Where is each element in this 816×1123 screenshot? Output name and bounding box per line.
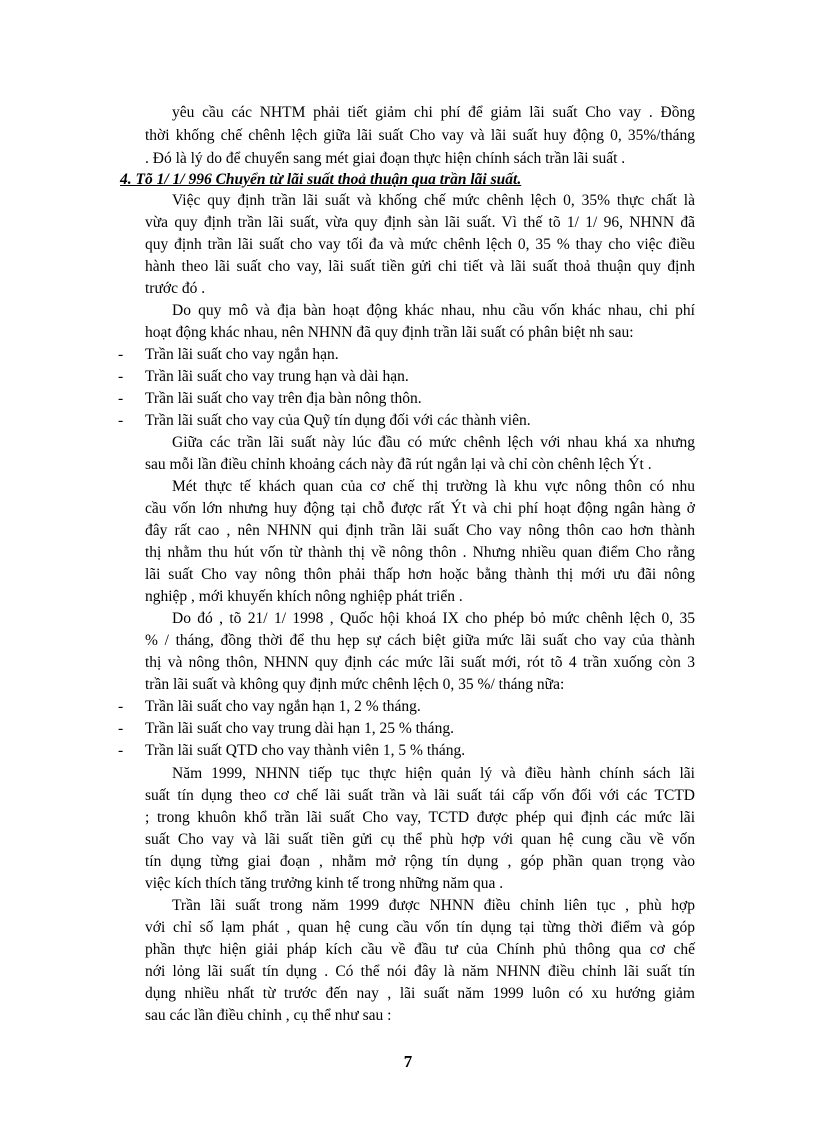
text-line: % / tháng, đồng thời để thu hẹp sự cách biệt giữa mức lãi suất cho vay của thành	[145, 632, 695, 649]
text-line: Do đó , tõ 21/ 1/ 1998 , Quốc hội khoá IX cho phép bỏ mức chênh lệch 0, 35	[172, 610, 695, 627]
text-line: sau mỗi lần điều chỉnh khoảng cách này đã rút ngắn lại và chỉ còn chênh lệch Ýt .	[145, 456, 652, 473]
text-line: nghiệp , mới khuyến khích nông nghiệp phát triển .	[145, 588, 463, 605]
text-line: nới lỏng lãi suất tín dụng . Có thể nói đây là năm NHNN điều chỉnh lãi suất tín	[145, 963, 695, 980]
text-line: vừa quy định trần lãi suất, vừa quy định sàn lãi suất. Vì thế tõ 1/ 1/ 96, NHNN đã	[145, 214, 695, 231]
text-line: yêu cầu các NHTM phải tiết giảm chi phí để giảm lãi suất Cho vay . Đồng	[172, 104, 695, 121]
page-number: 7	[403, 1052, 413, 1071]
text-line: Do quy mô và địa bàn hoạt động khác nhau, nhu cầu vốn khác nhau, chi phí	[172, 302, 695, 319]
text-line: Việc quy định trần lãi suất và khống chế mức chênh lệch 0, 35% thực chất là	[172, 192, 695, 209]
list-item: Trần lãi suất cho vay của Quỹ tín dụng đối với các thành viên.	[145, 412, 531, 429]
list-item: Trần lãi suất cho vay trung dài hạn 1, 25 % tháng.	[145, 720, 454, 737]
text-line: Giữa các trần lãi suất này lúc đầu có mức chênh lệch với nhau khá xa nhưng	[172, 434, 695, 451]
bullet-dash: -	[118, 412, 124, 429]
bullet-dash: -	[118, 720, 124, 737]
text-line: suất Cho vay và lãi suất tiền gửi cụ thể phù hợp với quan hệ cung cầu về vốn	[145, 831, 695, 848]
bullet-dash: -	[118, 368, 124, 385]
bullet-dash: -	[118, 742, 124, 759]
bullet-dash: -	[118, 698, 124, 715]
text-line: với chỉ số lạm phát , quan hệ cung cầu vốn tín dụng tại từng thời điểm và góp	[145, 919, 695, 936]
text-line: thị và nông thôn, NHNN quy định các mức lãi suất mới, rót tõ 4 trần xuống còn 3	[145, 654, 695, 671]
text-line: cầu vốn lớn nhưng huy động tại chỗ được rất Ýt và chi phí hoạt động ngân hàng ở	[145, 500, 695, 517]
text-line: việc kích thích tăng trưởng kinh tế trong những năm qua .	[145, 875, 504, 892]
text-line: thị nhằm thu hút vốn từ thành thị về nông thôn . Nhưng nhiều quan điểm Cho rằng	[145, 544, 695, 561]
text-line: hoạt động khác nhau, nên NHNN đã quy định trần lãi suất có phân biệt nh sau:	[145, 324, 634, 341]
bullet-dash: -	[118, 346, 124, 363]
text-line: tín dụng từng giai đoạn , nhằm mở rộng tín dụng , góp phần quan trọng vào	[145, 853, 695, 870]
list-item: Trần lãi suất cho vay ngắn hạn 1, 2 % tháng.	[145, 698, 421, 715]
text-line: đây rất cao , nên NHNN qui định trần lãi suất Cho vay nông thôn cao hơn thành	[145, 522, 695, 539]
section-heading: 4. Tõ 1/ 1/ 996 Chuyển từ lãi suất thoả thuận qua trần lãi suất.	[120, 171, 522, 188]
text-line: . Đó là lý do để chuyển sang mét giai đoạn thực hiện chính sách trần lãi suất .	[145, 150, 626, 167]
list-item: Trần lãi suất cho vay trung hạn và dài hạn.	[145, 368, 409, 385]
text-line: quy định trần lãi suất cho vay tối đa và mức chênh lệch 0, 35 % thay cho việc điều	[145, 236, 695, 253]
list-item: Trần lãi suất cho vay ngắn hạn.	[145, 346, 339, 363]
list-item: Trần lãi suất cho vay trên địa bàn nông thôn.	[145, 390, 422, 407]
text-line: suất tín dụng theo cơ chế lãi suất trần và lãi suất tái cấp vốn đối với các TCTD	[145, 787, 695, 804]
text-line: lãi suất Cho vay nông thôn phải thấp hơn hoặc bằng thành thị mới ưu đãi nông	[145, 566, 695, 583]
text-line: trần lãi suất và không quy định mức chênh lệch 0, 35 %/ tháng nữa:	[145, 676, 565, 693]
text-line: phần thực hiện giải pháp kích cầu về đầu tư của Chính phủ thông qua cơ chế	[145, 941, 695, 958]
bullet-dash: -	[118, 390, 124, 407]
text-line: trước đó .	[145, 280, 206, 297]
text-line: thời khống chế chênh lệch giữa lãi suất Cho vay và lãi suất huy động 0, 35%/tháng	[145, 127, 695, 144]
text-line: sau các lần điều chỉnh , cụ thể như sau :	[145, 1007, 392, 1024]
list-item: Trần lãi suất QTD cho vay thành viên 1, 5 % tháng.	[145, 742, 466, 759]
text-line: Trần lãi suất trong năm 1999 được NHNN điều chỉnh liên tục , phù hợp	[172, 897, 695, 914]
text-line: ; trong khuôn khổ trần lãi suất Cho vay, TCTD được phép qui định các mức lãi	[145, 809, 695, 826]
text-line: hành theo lãi suất cho vay, lãi suất tiền gửi chi tiết và lãi suất thoả thuận quy định	[145, 258, 695, 275]
text-line: dụng nhiều nhất từ trước đến nay , lãi suất năm 1999 luôn có xu hướng giảm	[145, 985, 695, 1002]
text-line: Năm 1999, NHNN tiếp tục thực hiện quản lý và điều hành chính sách lãi	[172, 765, 695, 782]
text-line: Mét thực tế khách quan của cơ chế thị trường là khu vực nông thôn có nhu	[172, 478, 695, 495]
